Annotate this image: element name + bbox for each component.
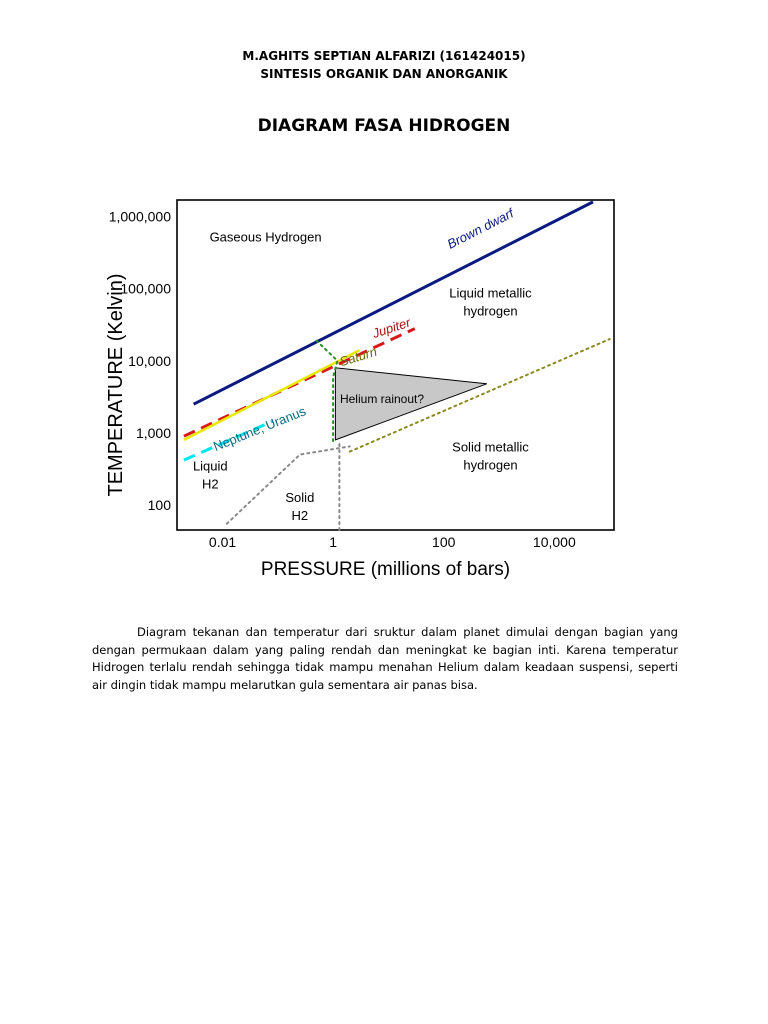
x-tick-label: 0.01 bbox=[208, 534, 237, 550]
document-title: DIAGRAM FASA HIDROGEN bbox=[257, 116, 511, 136]
y-tick-label: 1,000,000 bbox=[108, 208, 171, 225]
y-tick-label: 100,000 bbox=[120, 280, 171, 297]
x-tick-label: 100 bbox=[432, 534, 456, 550]
annotation-label: Brown dwarf bbox=[444, 205, 516, 252]
x-axis-label: PRESSURE (millions of bars) bbox=[260, 559, 511, 580]
y-tick-label: 100 bbox=[147, 496, 171, 513]
annotation-label: Neptune, Uranus bbox=[211, 403, 308, 455]
annotation-label: Solid H2 bbox=[285, 490, 315, 524]
y-tick-label: 10,000 bbox=[128, 352, 171, 369]
series-line-4 bbox=[317, 341, 338, 444]
annotation-label: Jupiter bbox=[370, 314, 413, 342]
annotation-label: Solid metallic hydrogen bbox=[452, 439, 529, 473]
x-tick-label: 10,000 bbox=[532, 534, 576, 550]
annotation-label: Gaseous Hydrogen bbox=[209, 229, 322, 245]
y-axis-label: TEMPERATURE (Kelvin) bbox=[105, 273, 127, 497]
annotation-label: Saturn bbox=[337, 343, 379, 370]
annotation-label: Liquid H2 bbox=[192, 458, 228, 492]
course-line: SINTESIS ORGANIK DAN ANORGANIK bbox=[260, 67, 508, 81]
author-line: M.AGHITS SEPTIAN ALFARIZI (161424015) bbox=[242, 49, 526, 63]
annotation-label: Liquid metallic hydrogen bbox=[449, 285, 532, 319]
y-tick-label: 1,000 bbox=[135, 424, 171, 441]
body-paragraph: Diagram tekanan dan temperatur dari sruktur dalam planet dimulai dengan bagian yang dengan permukaan dalam yang paling rendah dan meningkat ke bagian inti. Karena temperatur Hidrogen terlalu rendah sehingga tidak mampu menahan Helium dalam keadaan suspensi, seperti air dingin tidak mampu melarutkan gula sementara air panas bisa. bbox=[92, 625, 678, 692]
region-label: Helium rainout? bbox=[339, 392, 425, 406]
x-tick-label: 1 bbox=[329, 534, 338, 550]
series-line-6 bbox=[227, 446, 350, 523]
